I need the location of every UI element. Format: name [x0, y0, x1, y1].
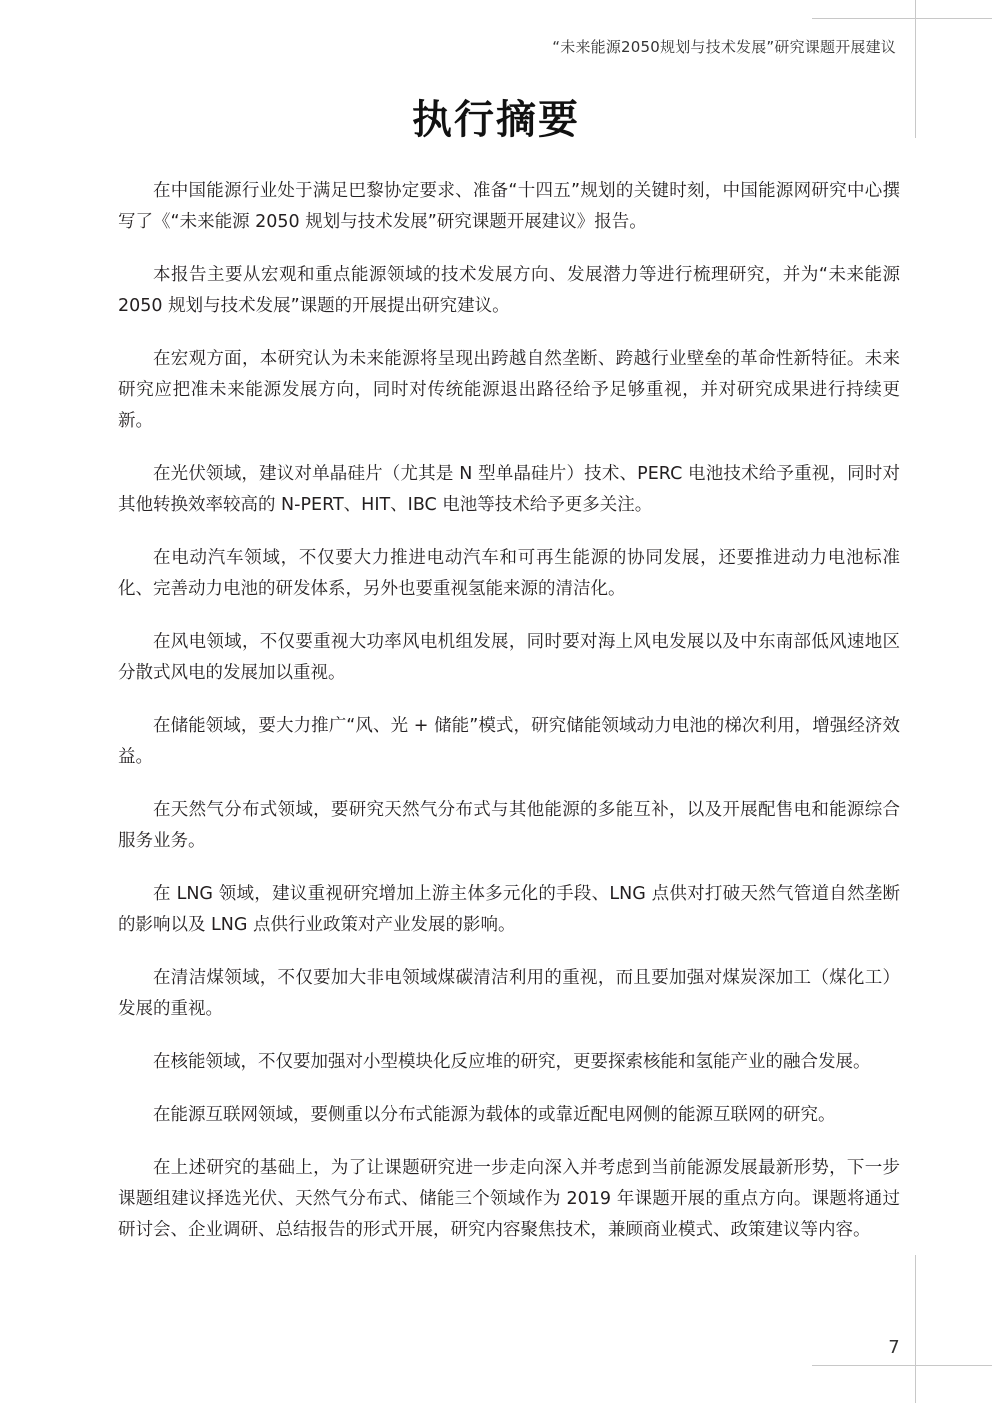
footer-rule-vertical	[915, 1255, 916, 1403]
paragraph: 在宏观方面，本研究认为未来能源将呈现出跨越自然垄断、跨越行业壁垒的革命性新特征。未来研究应把准未来能源发展方向，同时对传统能源退出路径给予足够重视，并对研究成果进行持续更新。	[118, 349, 900, 431]
paragraph: 在中国能源行业处于满足巴黎协定要求、准备“十四五”规划的关键时刻，中国能源网研究中心撰写了《“未来能源 2050 规划与技术发展”研究课题开展建议》报告。	[118, 181, 900, 232]
paragraph: 在天然气分布式领域，要研究天然气分布式与其他能源的多能互补，以及开展配售电和能源综合服务业务。	[118, 800, 900, 851]
page-title: 执行摘要	[412, 97, 580, 143]
footer-rule-horizontal	[812, 1365, 992, 1366]
paragraph: 在风电领域，不仅要重视大功率风电机组发展，同时要对海上风电发展以及中东南部低风速地区分散式风电的发展加以重视。	[118, 632, 900, 683]
paragraph: 在电动汽车领域，不仅要大力推进电动汽车和可再生能源的协同发展，还要推进动力电池标准化、完善动力电池的研发体系，另外也要重视氢能来源的清洁化。	[118, 548, 900, 599]
header-rule-horizontal	[812, 18, 992, 19]
paragraph: 在能源互联网领域，要侧重以分布式能源为载体的或靠近配电网侧的能源互联网的研究。	[153, 1105, 836, 1125]
paragraph: 在核能领域，不仅要加强对小型模块化反应堆的研究，更要探索核能和氢能产业的融合发展。	[153, 1052, 871, 1072]
paragraph: 在储能领域，要大力推广“风、光 + 储能”模式，研究储能领域动力电池的梯次利用，增强经济效益。	[118, 716, 900, 767]
paragraph: 在上述研究的基础上，为了让课题研究进一步走向深入并考虑到当前能源发展最新形势，下一步课题组建议择选光伏、天然气分布式、储能三个领域作为 2019 年课题开展的重点方向。课题将通过研讨会、企业调研、总结报告的形式开展，研究内容聚焦技术，兼顾商业模式、政策建议等内容。	[118, 1158, 900, 1240]
paragraph: 在 LNG 领域，建议重视研究增加上游主体多元化的手段、LNG 点供对打破天然气管道自然垄断的影响以及 LNG 点供行业政策对产业发展的影响。	[118, 884, 900, 935]
paragraph: 在清洁煤领域，不仅要加大非电领域煤碳清洁利用的重视，而且要加强对煤炭深加工（煤化工）发展的重视。	[118, 968, 900, 1019]
running-header: “未来能源2050规划与技术发展”研究课题开展建议	[552, 38, 896, 56]
paragraph: 在光伏领域，建议对单晶硅片（尤其是 N 型单晶硅片）技术、PERC 电池技术给予重视，同时对其他转换效率较高的 N-PERT、HIT、IBC 电池等技术给予更多关注。	[118, 464, 900, 515]
summary-body	[118, 176, 900, 1268]
page-number: 7	[888, 1337, 900, 1358]
paragraph: 本报告主要从宏观和重点能源领域的技术发展方向、发展潜力等进行梳理研究，并为“未来能源 2050 规划与技术发展”课题的开展提出研究建议。	[118, 265, 900, 316]
